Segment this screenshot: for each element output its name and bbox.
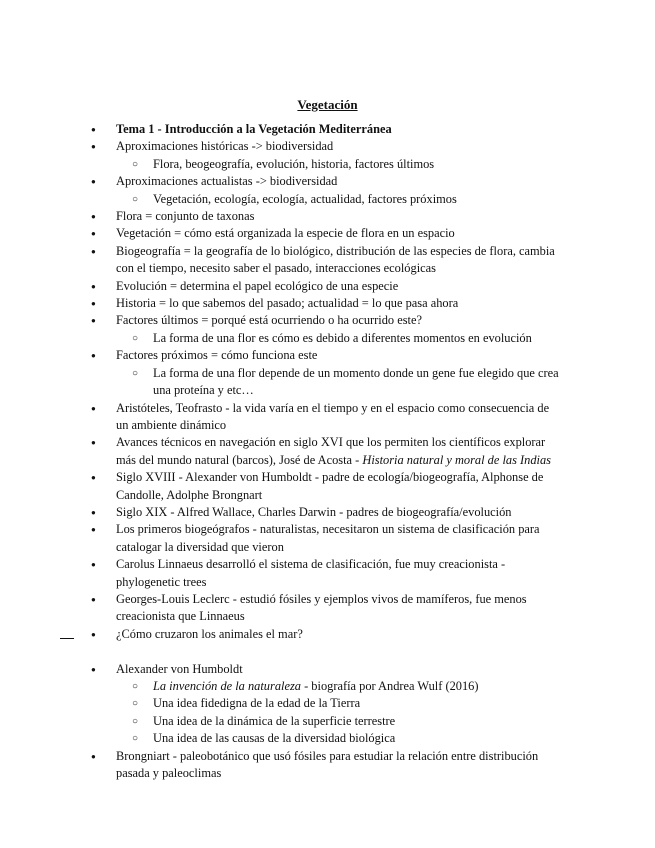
sub-list-item [0,330,655,347]
item-text: phylogenetic trees [116,574,207,589]
item-text: Evolución = determina el papel ecológico de una especie [116,278,399,293]
item-text: Alexander von Humboldt [116,661,243,676]
list-item [0,469,655,486]
item-text: Avances técnicos en navegación en siglo XVI que los permiten los científicos explorar [116,435,546,450]
item-text: Georges-Louis Leclerc - estudió fósiles y ejemplos vivos de mamíferos, fue menos [116,591,527,606]
item-text: Historia = lo que sabemos del pasado; actualidad = lo que pasa ahora [116,296,459,311]
item-text: catalogar la diversidad que vieron [116,539,284,554]
item-text: Aproximaciones actualistas -> biodiversidad [116,174,338,189]
list-item [0,138,655,155]
list-item [0,608,655,625]
item-text: más del mundo natural (barcos), José de Acosta - [116,452,363,467]
list-item [0,173,655,190]
item-text: Factores próximos = cómo funciona este [116,348,318,363]
blank-line [0,643,655,660]
list-item [0,765,655,782]
item-text: Brongniart - paleobotánico que usó fósiles para estudiar la relación entre distribución [116,748,539,763]
list-item [0,312,655,329]
list-item [0,278,655,295]
list-item [0,347,655,364]
sub-list-item [0,156,655,173]
item-text: ¿Cómo cruzaron los animales el mar? [116,626,303,641]
list-item [0,400,655,417]
item-text: Biogeografía = la geografía de lo biológico, distribución de las especies de flora, cambia [116,243,555,258]
item-text: Una idea de la dinámica de la superficie terrestre [153,713,396,728]
item-text: Carolus Linnaeus desarrolló el sistema de clasificación, fue muy creacionista - [116,557,506,572]
item-text: con el tiempo, necesito saber el pasado, interacciones ecológicas [116,261,436,276]
italic-title-text: La invención de la naturaleza [153,678,301,693]
sub-list-item [0,713,655,730]
sub-list-item [0,365,655,382]
list-item [0,260,655,277]
list-item [0,748,655,765]
sub-list-item [0,695,655,712]
item-text: pasada y paleoclimas [116,766,222,781]
sub-list-item [0,678,655,695]
item-text: Factores últimos = porqué está ocurriendo o ha ocurrido este? [116,313,422,328]
list-item [0,521,655,538]
item-text: Aristóteles, Teofrasto - la vida varía en el tiempo y en el espacio como consecuencia de [116,400,550,415]
italic-title-text: Historia natural y moral de las Indias [362,452,551,467]
list-item [0,225,655,242]
list-item [0,591,655,608]
item-text: Vegetación, ecología, ecología, actualidad, factores próximos [153,191,457,206]
list-item [0,487,655,504]
item-text: Tema 1 - Introducción a la Vegetación Mediterránea [116,122,392,136]
list-item [0,661,655,678]
list-item [0,417,655,434]
list-item [0,574,655,591]
list-item [0,295,655,312]
list-item [0,243,655,260]
list-item [0,626,655,643]
list-item [0,539,655,556]
sub-list-item [0,382,655,399]
item-text: Una idea fidedigna de la edad de la Tierra [153,696,361,711]
item-text: Flora, beogeografía, evolución, historia, factores últimos [153,156,435,171]
item-text: creacionista que Linnaeus [116,609,245,624]
item-text: Vegetación = cómo está organizada la especie de flora en un espacio [116,226,455,241]
item-text: Siglo XVIII - Alexander von Humboldt - padre de ecología/biogeografía, Alphonse de [116,470,544,485]
item-text: Una idea de las causas de la diversidad biológica [153,731,396,746]
item-text: La forma de una flor depende de un momento donde un gene fue elegido que crea [153,365,559,380]
list-item [0,208,655,225]
list-item [0,556,655,573]
sub-list-item [0,730,655,747]
sub-list-item [0,191,655,208]
item-text: La forma de una flor es cómo es debido a diferentes momentos en evolución [153,330,532,345]
item-text: Candolle, Adolphe Brongnart [116,487,263,502]
item-text: un ambiente dinámico [116,417,227,432]
item-text: - biografía por Andrea Wulf (2016) [300,678,479,693]
item-text: una proteína y etc… [153,383,254,398]
page-title: Vegetación [297,97,358,112]
item-text: Aproximaciones históricas -> biodiversidad [116,139,334,154]
bullet-list [0,121,655,782]
item-text: Los primeros biogeógrafos - naturalistas, necesitaron un sistema de clasificación para [116,522,540,537]
item-text: Siglo XIX - Alfred Wallace, Charles Darwin - padres de biogeografía/evolución [116,504,512,519]
list-item [0,504,655,521]
item-text: Flora = conjunto de taxonas [116,209,255,224]
list-item [0,434,655,451]
list-item [0,452,655,469]
list-item [0,121,655,138]
separator-dash [60,638,74,639]
